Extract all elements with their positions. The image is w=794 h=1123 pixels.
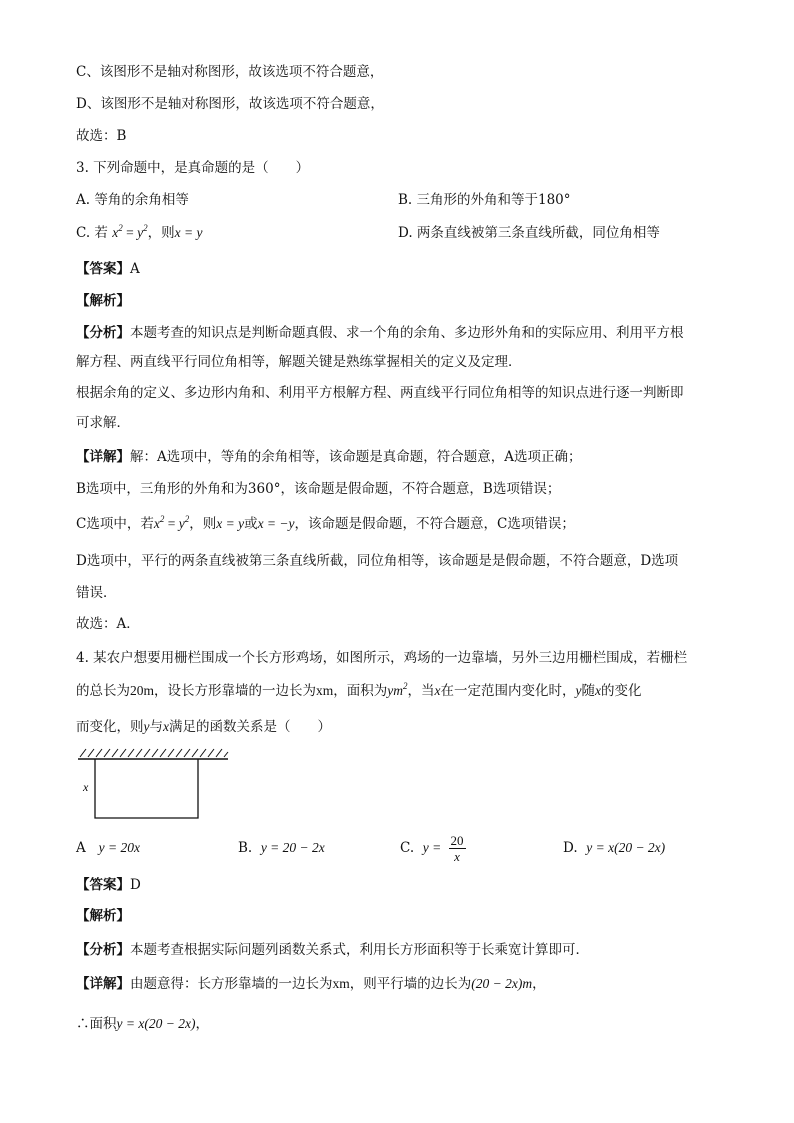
- text-line: 根据余角的定义、多边形内角和、利用平方根解方程、两直线平行同位角相等的知识点进行逐一判断即: [76, 385, 684, 401]
- text-line: D、该图形不是轴对称图形，故该选项不符合题意，: [76, 96, 384, 112]
- text-line: C、该图形不是轴对称图形，故该选项不符合题意，: [76, 64, 384, 80]
- question-3: 3. 下列命题中，是真命题的是（ ）: [76, 160, 310, 176]
- q3-option-d: D. 两条直线被第三条直线所截，同位角相等: [398, 225, 660, 241]
- q4-option-b: B. y = 20 − 2x: [238, 840, 325, 856]
- jiexi-4: 【解析】: [76, 908, 130, 924]
- fenxi-4: 【分析】本题考查根据实际问题列函数关系式，利用长方形面积等于长乘宽计算即可．: [76, 942, 589, 958]
- q3-option-c: [76, 223, 202, 243]
- fraction: $\frac{20}{x}$: [450, 833, 464, 864]
- text-line: C选项中，若$x^2 = y^2$，则x = y或x = −y，该命题是假命题，不符合题意，C选项错误；: [76, 514, 575, 532]
- chicken-coop-figure: [76, 745, 236, 825]
- fenxi-3: 【分析】本题考查的知识点是判断命题真假、求一个角的余角、多边形外角和的实际应用、利用平方根: [76, 325, 684, 341]
- text-line: 的总长为20m，设长方形靠墙的一边长为xm，面积为$ym^2$，当x在一定范围内变化时，y随x的变化: [76, 681, 642, 699]
- q4-option-c: C. y = $\frac{20}{x}$: [400, 833, 464, 864]
- text-line: 解方程、两直线平行同位角相等，解题关键是熟练掌握相关的定义及定理．: [76, 354, 522, 370]
- text-line: 故选：A．: [76, 616, 140, 632]
- q3-option-b: B. 三角形的外角和等于180°: [398, 192, 571, 208]
- fence-rectangle: [95, 759, 198, 818]
- side-label-x: x: [83, 780, 89, 794]
- jiexi-3: 【解析】: [76, 293, 130, 309]
- text: ，则: [147, 225, 175, 241]
- math: x = y: [174, 225, 203, 240]
- text-line: 故选：B: [76, 128, 127, 144]
- text-line: 而变化，则y与x满足的函数关系是（ ）: [76, 719, 331, 735]
- answer-4: 【答案】D: [76, 877, 141, 893]
- text-line: 可求解．: [76, 415, 130, 431]
- text-line: 错误．: [76, 585, 117, 601]
- text-line: B选项中，三角形的外角和为360°，该命题是假命题，不符合题意，B选项错误；: [76, 481, 561, 497]
- xiangjie-4: 【详解】由题意得：长方形靠墙的一边长为xm，则平行墙的边长为(20 − 2x)m，: [76, 976, 546, 992]
- wall-hatching: [80, 749, 228, 757]
- q4-option-d: D. y = x(20 − 2x): [563, 840, 666, 856]
- answer-3: 【答案】A: [76, 261, 140, 277]
- question-4: 4. 某农户想要用栅栏围成一个长方形鸡场，如图所示，鸡场的一边靠墙，另外三边用栅栏围成，若栅栏: [76, 650, 688, 666]
- q4-option-a: A y = 20x: [76, 840, 140, 856]
- xiangjie-3: 【详解】解：A选项中，等角的余角相等，该命题是真命题，符合题意，A选项正确；: [76, 449, 582, 465]
- math: $x^2 = y^2$: [112, 223, 148, 240]
- text-line: D选项中，平行的两条直线被第三条直线所截，同位角相等，该命题是是假命题，不符合题意，D选项: [76, 553, 679, 569]
- text-line: ∴面积y = x(20 − 2x)，: [76, 1016, 209, 1032]
- q3-option-a: A. 等角的余角相等: [76, 192, 189, 208]
- text: C. 若: [76, 225, 108, 241]
